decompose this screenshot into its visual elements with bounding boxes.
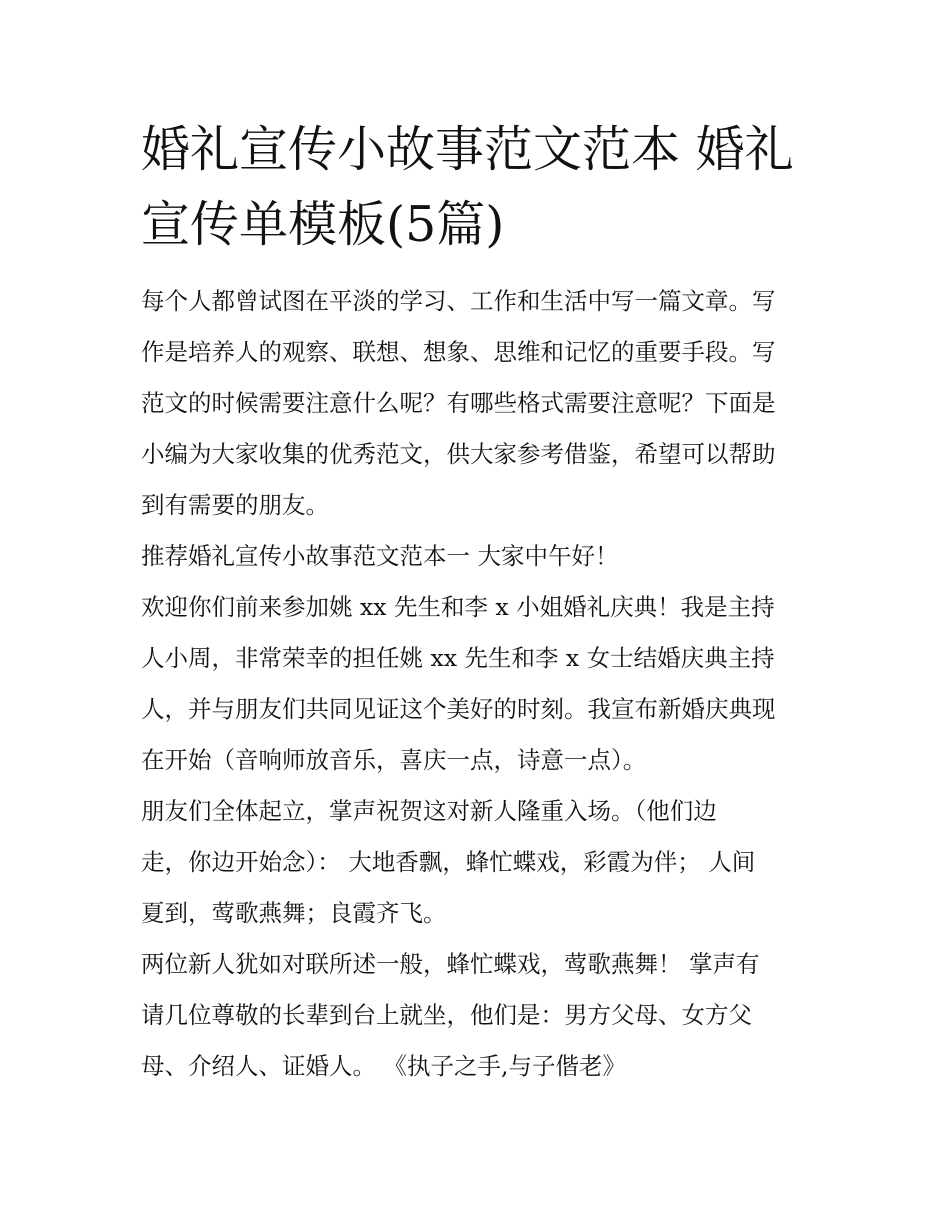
- document-body: [141, 112, 813, 1092]
- paragraph-line: 母、介绍人、证婚人。 《执子之手,与子偕老》: [141, 1052, 626, 1080]
- paragraph-line: 推荐婚礼宣传小故事范文范本一 大家中午好！: [141, 542, 619, 570]
- paragraph-line: 作是培养人的观察、联想、想象、思维和记忆的重要手段。写: [141, 338, 776, 366]
- title-line: 婚礼宣传小故事范文范本 婚礼: [141, 121, 794, 178]
- paragraph-welcome: [141, 582, 813, 786]
- paragraph-elders: [141, 939, 813, 1092]
- paragraph-line: 每个人都曾试图在平淡的学习、工作和生活中写一篇文章。写: [141, 287, 776, 315]
- document-title: [141, 112, 813, 262]
- paragraph-line: 范文的时候需要注意什么呢？有哪些格式需要注意呢？下面是: [141, 389, 776, 417]
- paragraph-intro: [141, 276, 813, 531]
- paragraph-line: 朋友们全体起立，掌声祝贺这对新人隆重入场。（他们边: [141, 797, 717, 825]
- paragraph-line: 两位新人犹如对联所述一般，蜂忙蝶戏，莺歌燕舞！ 掌声有: [141, 950, 760, 978]
- paragraph-line: 小编为大家收集的优秀范文，供大家参考借鉴，希望可以帮助: [141, 440, 776, 468]
- title-line: 宣传单模板(5篇): [141, 196, 505, 253]
- paragraph-line: 人小周，非常荣幸的担任姚 xx 先生和李 x 女士结婚庆典主持: [141, 644, 775, 672]
- paragraph-line: 请几位尊敬的长辈到台上就坐，他们是：男方父母、女方父: [141, 1001, 752, 1029]
- document-paragraphs: [141, 276, 813, 1092]
- paragraph-line: 夏到，莺歌燕舞；良霞齐飞。: [141, 899, 447, 927]
- paragraph-recommend: [141, 531, 813, 582]
- paragraph-line: 在开始（音响师放音乐，喜庆一点，诗意一点）。: [141, 746, 647, 774]
- paragraph-line: 欢迎你们前来参加姚 xx 先生和李 x 小姐婚礼庆典！我是主持: [141, 593, 775, 621]
- paragraph-line: 到有需要的朋友。: [141, 491, 329, 519]
- paragraph-line: 走，你边开始念）： 大地香飘，蜂忙蝶戏，彩霞为伴； 人间: [141, 848, 756, 876]
- paragraph-line: 人，并与朋友们共同见证这个美好的时刻。我宣布新婚庆典现: [141, 695, 776, 723]
- paragraph-entrance: [141, 786, 813, 939]
